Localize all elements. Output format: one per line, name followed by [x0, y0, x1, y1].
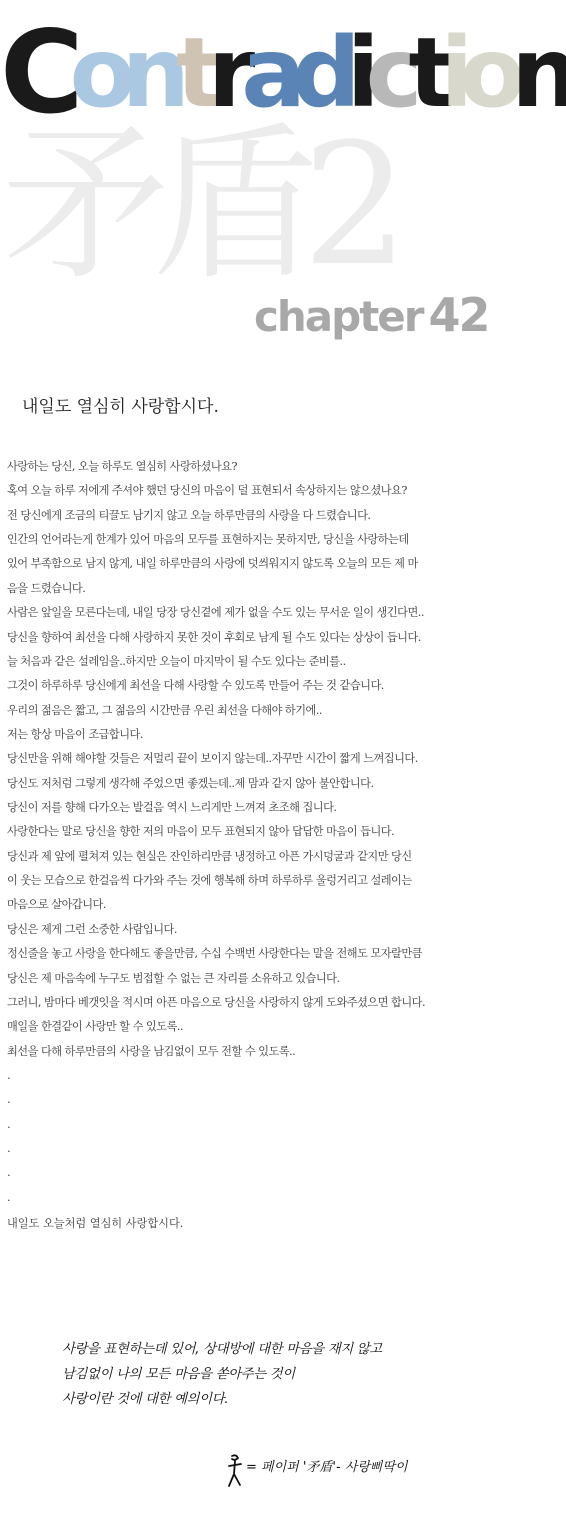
chapter-number: 42 — [428, 288, 489, 342]
signature-figure-icon — [226, 1452, 246, 1492]
letter-line: . — [7, 1093, 11, 1107]
signature — [226, 1452, 476, 1492]
letter-line: 사랑한다는 말로 당신을 향한 저의 마음이 모두 표현되지 않아 답답한 마음이 듭니다. — [7, 825, 395, 839]
letter-line: 있어 부족함으로 남지 않게, 내일 하루만큼의 사랑에 덧씌워지지 않도록 오늘의 모든 제 마 — [7, 557, 418, 571]
letter-line: 당신은 제게 그런 소중한 사람입니다. — [7, 922, 177, 936]
letter-line: . — [7, 1142, 11, 1156]
title-letter: r — [207, 17, 242, 129]
title-letter: a — [241, 17, 292, 129]
letter-line: 당신만을 위해 해야할 것들은 저멀리 끝이 보이지 않는데..자꾸만 시간이 짧게 느껴집니다. — [7, 752, 418, 766]
letter-line: 전 당신에게 조금의 티끌도 남기지 않고 오늘 하루만큼의 사랑을 다 드렸습니다. — [7, 508, 371, 522]
letter-line: 음을 드렸습니다. — [7, 581, 86, 595]
chapter-label — [254, 290, 489, 342]
note-line: 사랑이란 것에 대한 예의이다. — [62, 1392, 229, 1407]
note-line: 남김없이 나의 모든 마음을 쏟아주는 것이 — [62, 1367, 295, 1382]
letter-line: 저는 항상 마음이 조급합니다. — [7, 727, 143, 741]
letter-line: 사랑하는 당신, 오늘 하루도 열심히 사랑하셨나요? — [7, 460, 237, 473]
letter-line: 마음으로 살아갑니다. — [7, 898, 106, 912]
letter-line: 사람은 앞일을 모른다는데, 내일 당장 당신곁에 제가 없을 수도 있는 무서운 일이 생긴다면.. — [7, 606, 424, 620]
letter-line: 정신줄을 놓고 사랑을 한다해도 좋을만큼, 수십 수백번 사랑한다는 말을 전해도 모자랄만큼 — [7, 947, 422, 961]
title-letter: t — [408, 17, 441, 129]
letter-line: 매일을 한결같이 사랑만 할 수 있도록.. — [7, 1020, 184, 1034]
letter-heading: 내일도 열심히 사랑합시다. — [22, 397, 219, 417]
title-letter: d — [291, 17, 347, 129]
letter-line: 이 웃는 모습으로 한걸음씩 다가와 주는 것에 행복해 하며 하루하루 울렁거리고 설레이는 — [7, 874, 412, 888]
title-letter: c — [365, 17, 409, 129]
subtitle-kanji: 矛盾2 — [2, 107, 391, 303]
handwritten-note — [62, 1337, 472, 1412]
title-letter: t — [175, 17, 208, 129]
letter-closing: 내일도 오늘처럼 열심히 사랑합시다. — [7, 1217, 184, 1230]
letter-line: 당신이 저를 향해 다가오는 발걸음 역시 느리게만 느껴져 초조해 집니다. — [7, 801, 337, 815]
letter-line: 그러니, 밤마다 베갯잇을 적시며 아픈 마음으로 당신을 사랑하지 않게 도와주셨으면 합니다. — [7, 995, 426, 1009]
letter-line: 당신을 향하여 최선을 다해 사랑하지 못한 것이 후회로 남게 될 수도 있다는 상상이 듭니다. — [7, 630, 421, 644]
letter-line: 그것이 하루하루 당신에게 최선을 다해 사랑할 수 있도록 만들어 주는 것 같습니다. — [7, 679, 384, 693]
letter-line: 당신과 제 앞에 펼쳐져 있는 현실은 잔인하리만큼 냉정하고 아픈 가시덩굴과 같지만 당신 — [7, 849, 412, 863]
note-line: 사랑을 표현하는데 있어, 상대방에 대한 마음을 재지 않고 — [62, 1342, 382, 1357]
title-letter: o — [459, 17, 512, 129]
letter-line: 당신도 저처럼 그렇게 생각해 주었으면 좋겠는데..제 맘과 같지 않아 불안합니다. — [7, 776, 374, 790]
signature-text: = 페이퍼 '矛盾'- 사랑삐딱이 — [246, 1460, 408, 1475]
masthead — [0, 0, 566, 360]
letter-line: . — [7, 1190, 11, 1204]
letter-line: . — [7, 1166, 11, 1180]
letter-line: . — [7, 1117, 11, 1131]
title-letter: i — [346, 17, 366, 129]
title-letter: n — [121, 17, 176, 129]
letter-body — [7, 455, 477, 1210]
title-letter: C — [0, 6, 70, 139]
title-letter: n — [511, 17, 566, 129]
letter-line: 늘 처음과 같은 설레임을..하지만 오늘이 마지막이 될 수도 있다는 준비를.. — [7, 654, 346, 668]
letter-line: 우리의 젊음은 짧고, 그 젊음의 시간만큼 우린 최선을 다해야 하기에.. — [7, 703, 322, 717]
title-letter: i — [440, 17, 460, 129]
letter-line: 당신은 제 마음속에 누구도 범접할 수 없는 큰 자리를 소유하고 있습니다. — [7, 971, 340, 985]
chapter-word: chapter — [254, 292, 423, 341]
letter-line: 인간의 언어라는게 한계가 있어 마음의 모두를 표현하지는 못하지만, 당신을 사랑하는데 — [7, 533, 409, 547]
letter-line: 최선을 다해 하루만큼의 사랑을 남김없이 모두 전할 수 있도록.. — [7, 1044, 296, 1058]
letter-line: 혹여 오늘 하루 저에게 주셔야 했던 당신의 마음이 덜 표현되서 속상하지는 않으셨나요? — [7, 484, 407, 498]
title-letter: o — [69, 17, 122, 129]
letter-line: . — [7, 1068, 11, 1082]
